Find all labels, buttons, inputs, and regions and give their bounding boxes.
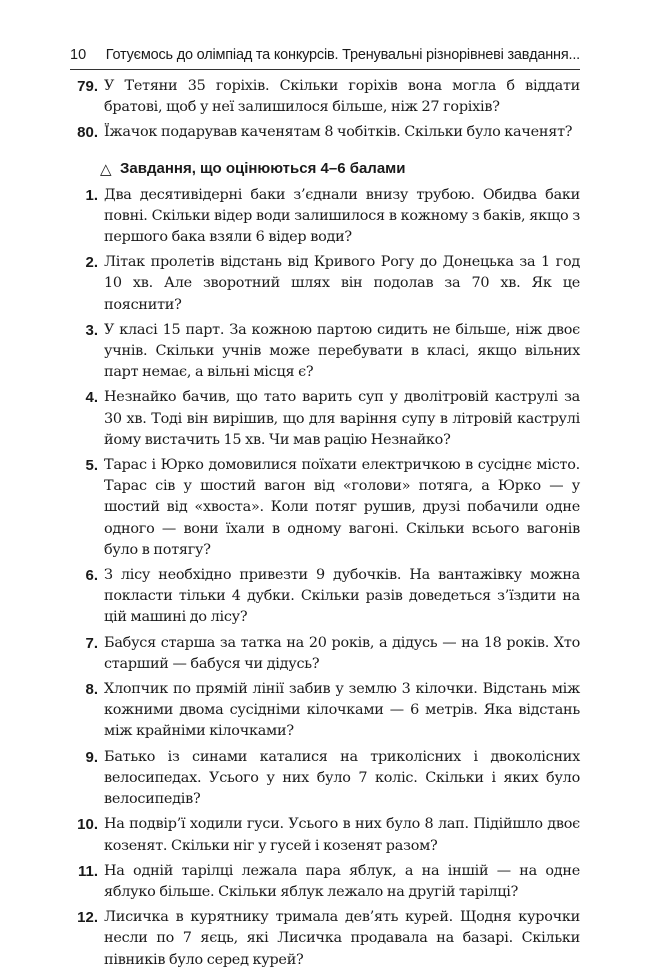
task-item xyxy=(70,565,580,629)
task-text: Бабуся старша за татка на 20 років, а дідусь — на 18 років. Хто старший — бабуся чи дідусь? xyxy=(104,634,580,672)
task-number: 5. xyxy=(85,457,98,475)
task-number: 4. xyxy=(85,389,98,407)
task-text: У Тетяни 35 горіхів. Скільки горіхів вона могла б віддати братові, щоб у неї залишилося більше, ніж 27 горіхів? xyxy=(104,78,580,116)
task-item xyxy=(70,122,580,143)
task-number: 80. xyxy=(77,124,98,142)
section-heading xyxy=(70,158,580,179)
task-text: Незнайко бачив, що тато варить суп у дволітровій каструлі за 30 хв. Тоді він вирішив, що для варіння супу в літровій каструлі йому вистачить 15 хв. Чи мав рацію Незнайко? xyxy=(104,389,580,448)
task-number: 6. xyxy=(85,567,98,585)
task-item xyxy=(70,185,580,249)
task-item xyxy=(70,320,580,384)
task-text: У класі 15 парт. За кожною партою сидить не більше, ніж двоє учнів. Скільки учнів може перебувати в класі, якщо вільних парт немає, а вільні місця є? xyxy=(104,321,580,381)
triangle-outline-icon: △ xyxy=(100,160,112,178)
task-item xyxy=(70,814,580,856)
task-text: Літак пролетів відстань від Кривого Рогу до Донецька за 1 год 10 хв. Але зворотний шлях він подолав за 70 хв. Як це пояснити? xyxy=(104,254,580,313)
task-number: 2. xyxy=(85,254,98,272)
task-number: 10. xyxy=(77,816,98,834)
task-item xyxy=(70,76,580,118)
task-number: 79. xyxy=(77,78,98,95)
task-text: З лісу необхідно привезти 9 дубочків. На вантажівку можна покласти тільки 4 дубки. Скільки разів доведеться з’їздити на цій машині до лісу? xyxy=(104,567,580,626)
task-number: 11. xyxy=(77,862,98,880)
task-text: Два десятивідерні баки з’єднали внизу трубою. Обидва баки повні. Скільки відер води залишилося в кожному з баків, якщо з першого бака взяли 6 відер води? xyxy=(104,186,580,246)
task-item xyxy=(70,747,580,811)
task-item xyxy=(70,907,580,971)
task-text: Лисичка в курятнику тримала дев’ять курей. Щодня курочки несли по 7 яєць, які Лисичка продавала на базарі. Скільки півників було серед курей? xyxy=(104,909,580,968)
task-item xyxy=(70,455,580,561)
section-title: Завдання, що оцінюються 4–6 балами xyxy=(120,159,406,177)
task-text: Їжачок подарував каченятам 8 чобітків. Скільки було каченят? xyxy=(104,124,573,141)
task-item xyxy=(70,252,580,316)
task-number: 8. xyxy=(85,681,98,699)
task-text: На одній тарілці лежала пара яблук, а на іншій — на одне яблуко більше. Скільки яблук лежало на другій тарілці? xyxy=(104,862,580,900)
page-content xyxy=(70,76,580,975)
task-number: 3. xyxy=(85,321,98,339)
task-number: 9. xyxy=(85,748,98,766)
task-text: Тарас і Юрко домовилися поїхати електричкою в сусіднє місто. Тарас сів у шостий вагон від «голови» потяга, а Юрко — у шостий від «хвоста». Коли потяг рушив, друзі побачили одне одного — вони їхали в одному вагоні. Скільки всього вагонів було в потягу? xyxy=(104,457,580,558)
task-text: На подвір’ї ходили гуси. Усього в них було 8 лап. Підійшло двоє козенят. Скільки ніг у гусей і козенят разом? xyxy=(104,816,580,854)
task-text: Батько із синами каталися на триколісних і двоколісних велосипедах. Усього у них було 7 коліс. Скільки і яких було велосипедів? xyxy=(104,748,580,808)
task-text: Хлопчик по прямій лінії забив у землю 3 кілочки. Відстань між кожними двома сусідніми кілочками — 6 метрів. Яка відстань між крайніми кілочками? xyxy=(104,681,580,740)
task-number: 1. xyxy=(85,186,98,204)
task-number: 12. xyxy=(77,909,98,927)
task-item xyxy=(70,861,580,903)
task-item xyxy=(70,387,580,451)
task-item xyxy=(70,633,580,675)
task-number: 7. xyxy=(85,634,98,652)
page-header xyxy=(70,45,580,70)
page-number: 10 xyxy=(70,47,87,63)
task-item xyxy=(70,679,580,743)
running-title: Готуємось до олімпіад та конкурсів. Тренувальні різнорівневі завдання... xyxy=(105,47,580,63)
